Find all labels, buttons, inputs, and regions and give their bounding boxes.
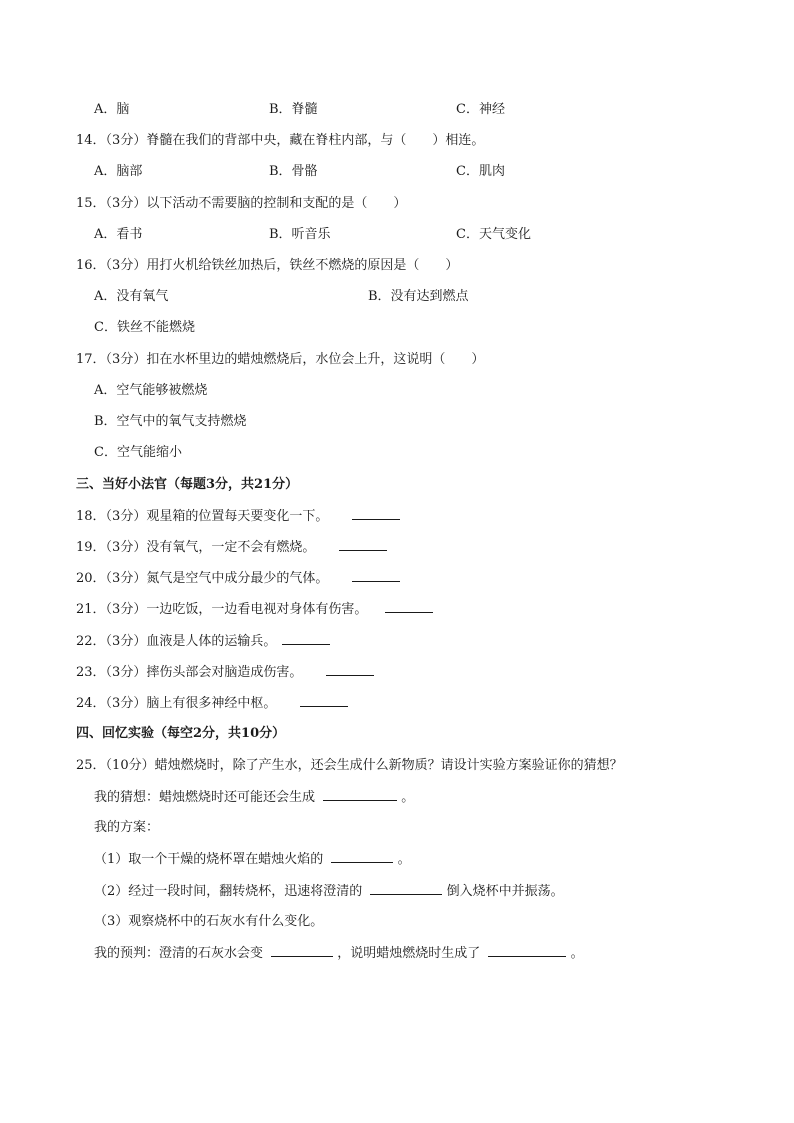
q25-guess-end: 。 (401, 790, 415, 805)
q15-option-c: C．天气变化 (456, 227, 531, 242)
q17-option-c: C．空气能缩小 (94, 445, 182, 460)
prediction-answer-blank-2[interactable] (488, 944, 566, 957)
q14-option-b: B．骨骼 (269, 164, 318, 179)
q25-step-1 (94, 850, 411, 869)
q25-step-2 (94, 882, 564, 901)
judge-item-20 (76, 569, 400, 588)
q16-option-b: B．没有达到燃点 (368, 289, 469, 304)
judge-item-22 (76, 632, 330, 651)
answer-blank[interactable] (300, 694, 348, 707)
q16-stem: 16．（3分）用打火机给铁丝加热后，铁丝不燃烧的原因是（ ） (76, 258, 459, 273)
judge-item-text: 20．（3分）氮气是空气中成分最少的气体。 (76, 571, 329, 586)
q13-option-b: B．脊髓 (269, 102, 318, 117)
answer-blank[interactable] (352, 507, 400, 520)
q14-stem: 14．（3分）脊髓在我们的背部中央，藏在脊柱内部，与（ ）相连。 (76, 133, 485, 148)
answer-blank[interactable] (339, 538, 387, 551)
q13-option-c: C．神经 (456, 102, 505, 117)
q25-guess (94, 788, 414, 807)
section-3-heading: 三、当好小法官（每题3分，共21分） (76, 477, 299, 492)
answer-blank[interactable] (282, 632, 330, 645)
q25-prediction-text: 我的预判：澄清的石灰水会变 (94, 946, 264, 961)
judge-item-19 (76, 538, 387, 557)
step2-answer-blank[interactable] (370, 882, 442, 895)
answer-blank[interactable] (352, 569, 400, 582)
q25-prediction-end: 。 (570, 946, 584, 961)
q25-step-1-end: 。 (397, 852, 411, 867)
q17-option-a: A．空气能够被燃烧 (94, 383, 208, 398)
prediction-answer-blank-1[interactable] (271, 944, 333, 957)
q25-step-2-text: （2）经过一段时间，翻转烧杯，迅速将澄清的 (94, 884, 363, 899)
q13-option-a: A．脑 (94, 102, 130, 117)
judge-item-text: 22．（3分）血液是人体的运输兵。 (76, 634, 277, 649)
q17-stem: 17．（3分）扣在水杯里边的蜡烛燃烧后，水位会上升，这说明（ ） (76, 352, 485, 367)
q15-option-a: A．看书 (94, 227, 143, 242)
answer-blank[interactable] (385, 600, 433, 613)
q25-guess-text: 我的猜想：蜡烛燃烧时还可能还会生成 (94, 790, 316, 805)
q25-plan-label: 我的方案： (94, 820, 160, 835)
q25-stem: 25．（10分）蜡烛燃烧时，除了产生水，还会生成什么新物质？请设计实验方案验证你的猜想？ (76, 758, 623, 773)
q15-stem: 15．（3分）以下活动不需要脑的控制和支配的是（ ） (76, 196, 407, 211)
q14-option-c: C．肌肉 (456, 164, 505, 179)
judge-item-23 (76, 663, 374, 682)
q16-option-c: C．铁丝不能燃烧 (94, 320, 195, 335)
judge-item-text: 19．（3分）没有氧气，一定不会有燃烧。 (76, 540, 316, 555)
judge-item-24 (76, 694, 348, 713)
q25-step-1-text: （1）取一个干燥的烧杯罩在蜡烛火焰的 (94, 852, 324, 867)
judge-item-21 (76, 600, 433, 619)
q16-option-a: A．没有氧气 (94, 289, 169, 304)
section-4-heading: 四、回忆实验（每空2分，共10分） (76, 726, 286, 741)
judge-item-text: 18．（3分）观星箱的位置每天要变化一下。 (76, 509, 329, 524)
q25-prediction (94, 944, 584, 963)
q25-step-2-end: 倒入烧杯中并振荡。 (446, 884, 564, 899)
q25-step-3: （3）观察烧杯中的石灰水有什么变化。 (94, 914, 324, 929)
q15-option-b: B．听音乐 (269, 227, 331, 242)
judge-item-text: 24．（3分）脑上有很多神经中枢。 (76, 696, 277, 711)
q14-option-a: A．脑部 (94, 164, 143, 179)
judge-item-text: 21．（3分）一边吃饭，一边看电视对身体有伤害。 (76, 602, 368, 617)
guess-answer-blank[interactable] (323, 788, 397, 801)
q17-option-b: B．空气中的氧气支持燃烧 (94, 414, 247, 429)
q25-prediction-mid: ，说明蜡烛燃烧时生成了 (337, 946, 481, 961)
answer-blank[interactable] (326, 663, 374, 676)
judge-item-18 (76, 507, 400, 526)
judge-item-text: 23．（3分）摔伤头部会对脑造成伤害。 (76, 665, 303, 680)
step1-answer-blank[interactable] (331, 850, 393, 863)
